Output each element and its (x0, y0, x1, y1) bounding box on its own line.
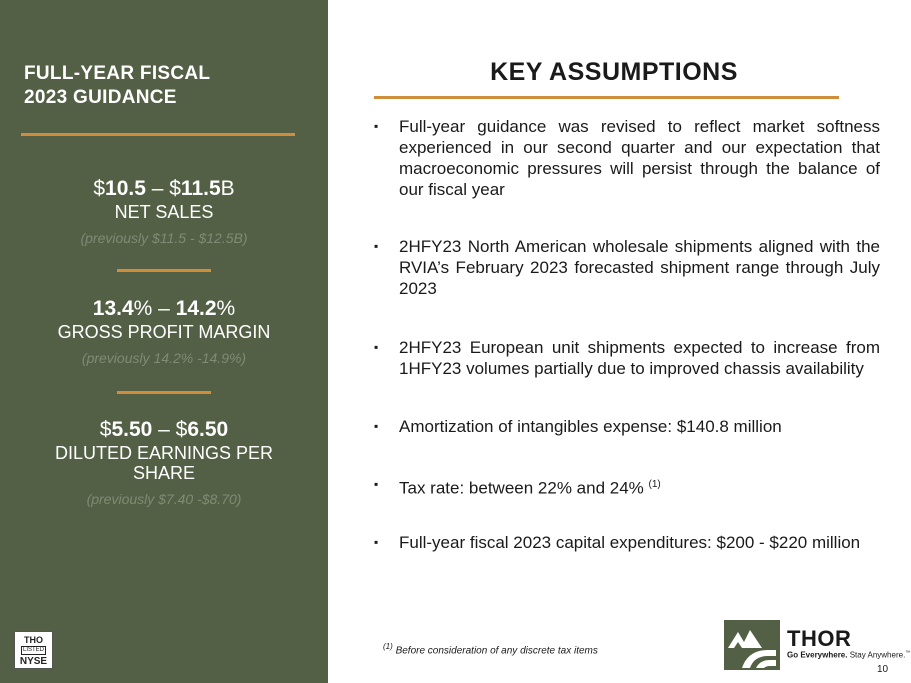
gross-margin-previous: (previously 14.2% -14.9%) (81, 350, 247, 366)
eps-previous: (previously $7.40 -$8.70) (86, 491, 242, 507)
assumption-item (374, 116, 880, 200)
footnote-ref: (1) (648, 479, 661, 490)
gross-margin-range: 13.4% – 14.2% (92, 297, 236, 320)
eps-label: DILUTED EARNINGS PER SHARE (54, 443, 274, 483)
eps-range: $5.50 – $6.50 (99, 418, 229, 441)
metric-divider (117, 269, 211, 272)
gross-margin-metric (20, 296, 308, 366)
page-number: 10 (877, 664, 889, 675)
net-sales-label: NET SALES (114, 202, 214, 222)
net-sales-previous: (previously $11.5 - $12.5B) (80, 230, 248, 246)
brand-name: THOR (787, 626, 852, 651)
assumption-text: Full-year guidance was revised to reflect market softness experienced in our second quarter and our expectation that macroeconomic pressures will persist through the balance of our fiscal year (399, 117, 880, 199)
title-divider (374, 96, 839, 99)
assumption-item (374, 532, 880, 553)
assumption-text: Full-year fiscal 2023 capital expenditures: $200 - $220 million (399, 533, 861, 552)
net-sales-metric (20, 176, 308, 246)
assumption-item (374, 474, 880, 499)
bullet-marker: ▪ (374, 419, 379, 433)
badge-ticker: THO (24, 635, 43, 645)
brand-tagline: Go Everywhere. Stay Anywhere.™ (787, 650, 911, 660)
badge-exchange: NYSE (19, 656, 48, 667)
nyse-listed-badge (14, 631, 53, 669)
assumption-text: Tax rate: between 22% and 24% $^{(1)}$ (399, 478, 661, 498)
footnote-marker: (1) (383, 642, 393, 651)
thor-logo-icon (724, 620, 780, 670)
assumption-text: 2HFY23 North American wholesale shipments aligned with the RVIA’s February 2023 forecasted shipment range through July 2023 (399, 237, 880, 298)
bullet-marker: ▪ (374, 119, 379, 133)
assumption-item (374, 236, 880, 299)
gross-margin-label: GROSS PROFIT MARGIN (57, 322, 271, 342)
guidance-sidebar (0, 0, 328, 683)
key-assumptions-title: KEY ASSUMPTIONS (490, 58, 738, 86)
eps-metric (20, 417, 308, 507)
sidebar-title-line-2: 2023 GUIDANCE (24, 87, 177, 108)
bullet-marker: ▪ (374, 535, 379, 549)
sidebar-title-line-1: FULL-YEAR FISCAL (24, 63, 211, 84)
metric-divider (117, 391, 211, 394)
bullet-marker: ▪ (374, 477, 379, 491)
footnote-text: Before consideration of any discrete tax items (395, 645, 598, 657)
assumption-text: 2HFY23 European unit shipments expected to increase from 1HFY23 volumes partially due to improved chassis availability (399, 338, 880, 378)
assumption-item (374, 337, 880, 379)
sidebar-divider (21, 133, 295, 136)
bullet-marker: ▪ (374, 340, 379, 354)
bullet-marker: ▪ (374, 239, 379, 253)
sidebar-title (24, 62, 304, 110)
footnote (383, 642, 598, 656)
assumption-text: Amortization of intangibles expense: $140.8 million (399, 417, 782, 436)
assumption-item (374, 416, 880, 437)
net-sales-range: $10.5 – $11.5B (93, 177, 235, 200)
badge-listed: LISTED (22, 647, 44, 653)
